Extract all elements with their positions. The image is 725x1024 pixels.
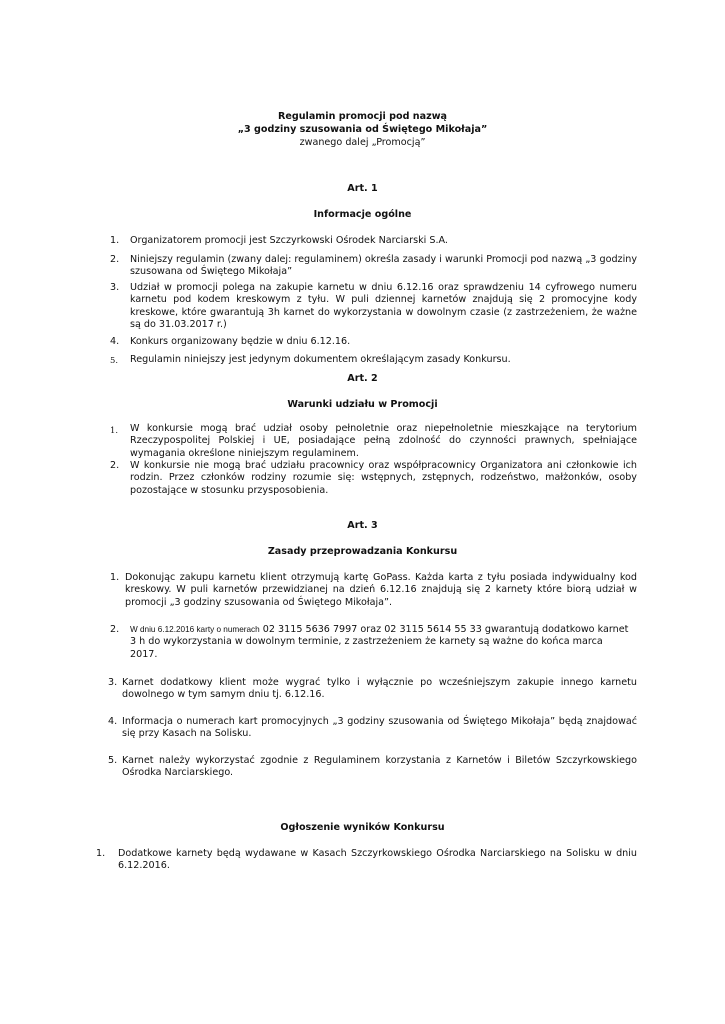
art1-label: Art. 1 xyxy=(347,183,378,194)
list-text: Karnet dodatkowy klient może wygrać tylko i wyłącznie po wcześniejszym zakupie innego karnetu dowolnego w tym samym dniu tj. 6.12.16. xyxy=(122,677,637,701)
list-text: Organizatorem promocji jest Szczyrkowski Ośrodek Narciarski S.A. xyxy=(130,235,448,246)
list-number: 1. xyxy=(96,848,106,859)
list-text: Regulamin niniejszy jest jedynym dokumentem określającym zasady Konkursu. xyxy=(130,354,511,365)
art2-heading: Warunki udziału w Promocji xyxy=(287,399,438,410)
list-number: 1. xyxy=(110,425,118,435)
list-number: 3. xyxy=(108,677,118,688)
list-number: 4. xyxy=(108,716,118,727)
list-text xyxy=(130,624,630,661)
list-text: W konkursie mogą brać udział osoby pełnoletnie oraz niepełnoletnie mieszkające na terytorium Rzeczypospolitej Polskiej i UE, posiadające pełną zdolność do czynności prawnych, spełniające wymagania określone niniejszym regulaminem. xyxy=(130,423,637,459)
art3-heading: Zasady przeprowadzania Konkursu xyxy=(267,546,458,557)
list-text: W konkursie nie mogą brać udziału pracownicy oraz współpracownicy Organizatora ani członkowie ich rodzin. Przez członków rodziny rozumie się: wstępnych, zstępnych, rodzeństwo, małżonków, osoby pozostające w stosunku przysposobienia. xyxy=(130,460,637,496)
list-number: 2. xyxy=(110,460,120,471)
list-number: 1. xyxy=(110,572,120,583)
list-text: Karnet należy wykorzystać zgodnie z Regulaminem korzystania z Karnetów i Biletów Szczyrkowskiego Ośrodka Narciarskiego. xyxy=(122,755,637,779)
results-heading: Ogłoszenie wyników Konkursu xyxy=(280,822,445,833)
art2-label: Art. 2 xyxy=(347,373,378,384)
list-number: 2. xyxy=(110,254,120,265)
list-text: Informacja o numerach kart promocyjnych „3 godziny szusowania od Świętego Mikołaja” będą znajdować się przy Kasach na Solisku. xyxy=(122,716,637,740)
art1-heading: Informacje ogólne xyxy=(313,209,412,220)
list-number: 3. xyxy=(110,282,120,293)
document-title-line2: „3 godziny szusowania od Świętego Mikołaja” xyxy=(237,124,488,135)
list-text: Konkurs organizowany będzie w dniu 6.12.16. xyxy=(130,336,351,347)
list-text: Dodatkowe karnety będą wydawane w Kasach Szczyrkowskiego Ośrodka Narciarskiego na Solisku w dniu 6.12.2016. xyxy=(118,848,637,872)
art3-label: Art. 3 xyxy=(347,520,378,531)
list-number: 1. xyxy=(110,235,120,246)
list-text: Dokonując zakupu karnetu klient otrzymują kartę GoPass. Każda karta z tyłu posiada indywidualny kod kreskowy. W puli karnetów przewidzianej na dzień 6.12.16 znajdują się 2 karnety które biorą udział w promocji „3 godziny szusowania od Świętego Mikołaja”. xyxy=(125,572,637,608)
list-text: Niniejszy regulamin (zwany dalej: regulaminem) określa zasady i warunki Promocji pod nazwą „3 godziny szusowana od Świętego Mikołaja” xyxy=(130,254,637,278)
list-number: 2. xyxy=(110,624,120,635)
list-number: 5. xyxy=(108,755,118,766)
document-title-line1: Regulamin promocji pod nazwą xyxy=(277,111,448,122)
list-text-prefix: W dniu 6.12.2016 karty o numerach xyxy=(130,625,260,634)
list-number: 5. xyxy=(110,355,118,365)
list-text-body: 02 3115 5636 7997 oraz 02 3115 5614 55 33 gwarantują dodatkowo karnet 3 h do wykorzystania w dowolnym terminie, z zastrzeżeniem że karnety są ważne do końca marca 2017. xyxy=(130,624,629,660)
list-text: Udział w promocji polega na zakupie karnetu w dniu 6.12.16 oraz sprawdzeniu 14 cyfrowego numeru karnetu pod kodem kreskowym z tyłu. W puli dziennej karnetów znajdują się 2 promocyjne kody kreskowe, które gwarantują 3h karnet do wykorzystania w dowolnym czasie (z zastrzeżeniem, że ważne są do 31.03.2017 r.) xyxy=(130,282,637,331)
list-number: 4. xyxy=(110,336,120,347)
document-subtitle: zwanego dalej „Promocją” xyxy=(299,137,426,148)
